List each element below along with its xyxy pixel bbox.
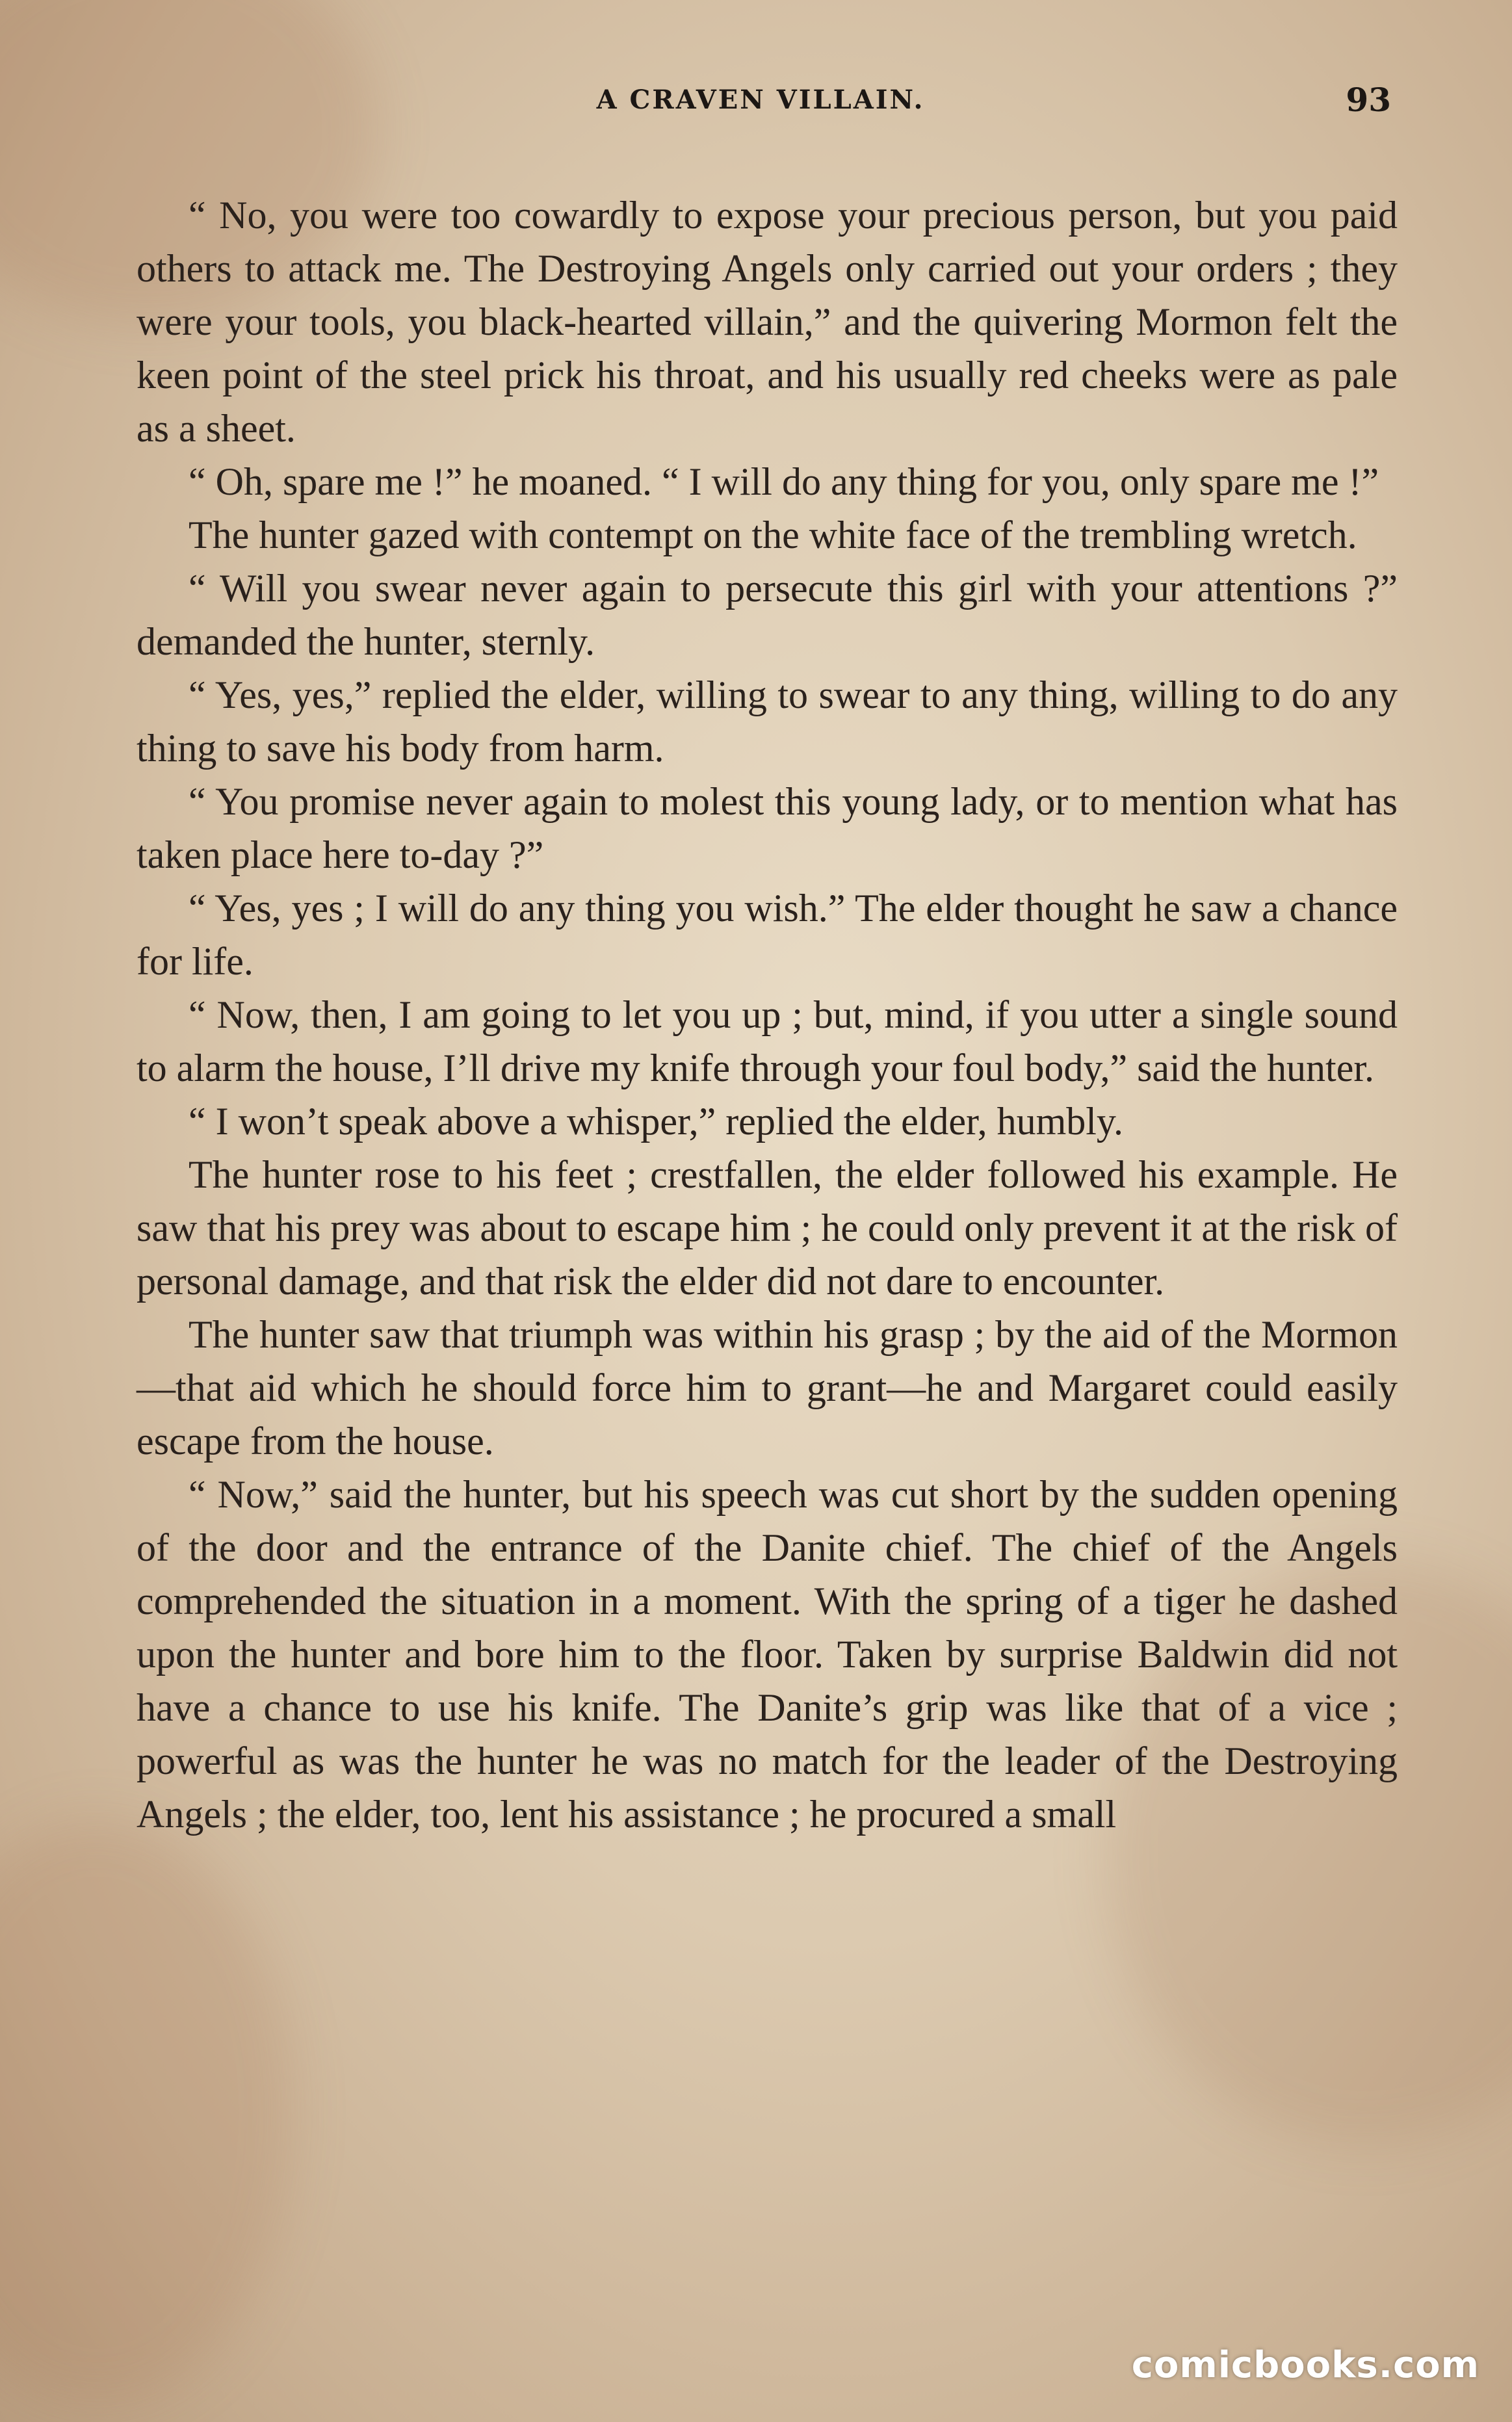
paragraph: The hunter gazed with contempt on the white face of the trembling wretch. — [189, 514, 1357, 556]
paragraph: “ No, you were too cowardly to expose your precious person, but you paid others to attack me. The Destroying Angels only carried out your orders ; they were your tools, you black-hearted villain,” and the quivering Mormon felt the keen point of the steel prick his throat, and his usually red cheeks were as pale as a sheet. — [137, 194, 1398, 450]
page-header — [130, 81, 1391, 137]
page-number: 93 — [1346, 81, 1391, 119]
watermark: comicbooks.com — [1131, 2344, 1479, 2386]
paragraph: “ Oh, spare me !” he moaned. “ I will do any thing for you, only spare me !” — [189, 460, 1379, 503]
paragraph: “ Will you swear never again to persecute this girl with your attentions ?” demanded the hunter, sternly. — [137, 567, 1398, 663]
paragraph: The hunter saw that triumph was within his grasp ; by the aid of the Mormon—that aid which he should force him to grant—he and Margaret could easily escape from the house. — [137, 1313, 1398, 1463]
body-text — [137, 189, 1398, 2301]
paragraph: “ I won’t speak above a whisper,” replied the elder, humbly. — [189, 1100, 1124, 1143]
running-title: A CRAVEN VILLAIN. — [596, 85, 925, 115]
paragraph: “ Yes, yes,” replied the elder, willing to swear to any thing, willing to do any thing to save his body from harm. — [137, 673, 1398, 770]
paragraph: “ You promise never again to molest this young lady, or to mention what has taken place here to-day ?” — [137, 780, 1398, 876]
paragraph: The hunter rose to his feet ; crestfallen, the elder followed his example. He saw that his prey was about to escape him ; he could only prevent it at the risk of personal damage, and that risk the elder did not dare to encounter. — [137, 1153, 1398, 1303]
paragraph: “ Now,” said the hunter, but his speech was cut short by the sudden opening of the door and the entrance of the Danite chief. The chief of the Angels comprehended the situation in a moment. With the spring of a tiger he dashed upon the hunter and bore him to the floor. Taken by surprise Baldwin did not have a chance to use his knife. The Danite’s grip was like that of a vice ; powerful as was the hunter he was no match for the leader of the Destroying Angels ; the elder, too, lent his assistance ; he procured a small — [137, 1473, 1398, 1836]
paragraph: “ Yes, yes ; I will do any thing you wish.” The elder thought he saw a chance for life. — [137, 887, 1398, 983]
paragraph: “ Now, then, I am going to let you up ; but, mind, if you utter a single sound to alarm the house, I’ll drive my knife through your foul body,” said the hunter. — [137, 993, 1398, 1089]
